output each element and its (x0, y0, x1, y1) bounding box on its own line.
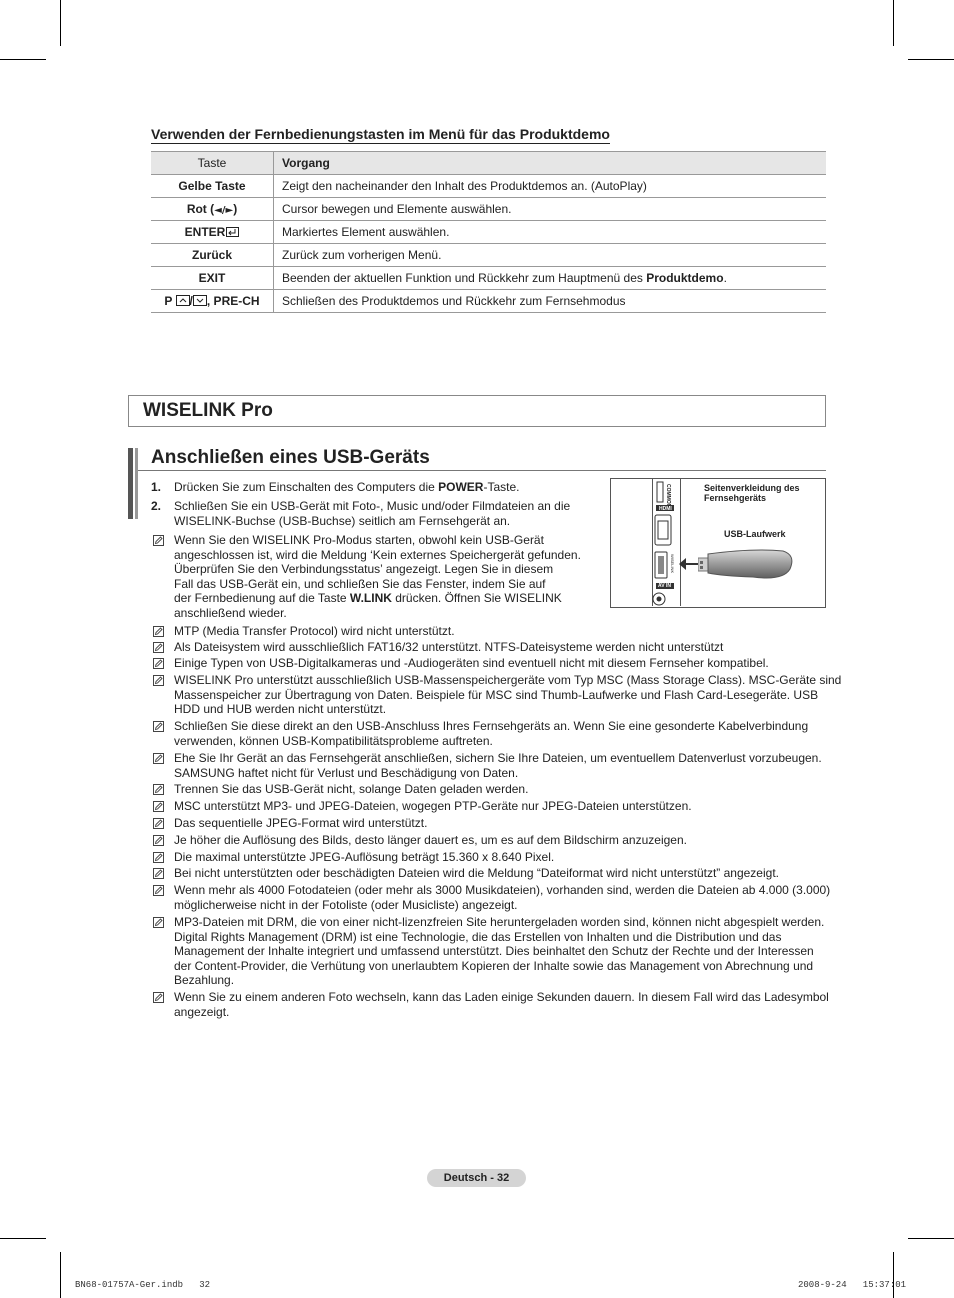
table-cell-action: Schließen des Produktdemos und Rückkehr zum Fernsehmodus (274, 290, 827, 313)
note-line: Digital Rights Management (DRM) ist eine Technologie, die das Erstellen von Inhalten und die Distribution und das (174, 929, 782, 944)
footer-timestamp: 2008-9-24 15:37:01 (798, 1280, 907, 1290)
note-pencil-icon (153, 626, 164, 637)
note-text (174, 850, 554, 865)
note-pencil-icon (153, 535, 164, 546)
note-line: Überprüfen Sie den Verbindungsstatus’ angezeigt. Legen Sie in diesem (174, 562, 554, 576)
table-row (151, 175, 826, 198)
note-line: Je höher die Auflösung des Bilds, desto länger dauert es, um es auf dem Bildschirm anzuzeigen. (174, 833, 687, 847)
table-header-action: Vorgang (274, 152, 827, 175)
note-pencil-icon (153, 658, 164, 669)
note-line: MTP (Media Transfer Protocol) wird nicht unterstützt. (174, 624, 455, 638)
table-cell-action: Markiertes Element auswählen. (274, 221, 827, 244)
note-line: Trennen Sie das USB-Gerät nicht, solange Daten geladen werden. (174, 782, 529, 796)
action-text: Beenden der aktuellen Funktion und Rückkehr zum Hauptmenü des (282, 271, 647, 285)
crop-mark (893, 1252, 894, 1298)
note-line: WISELINK Pro unterstützt ausschließlich USB-Massenspeichergeräte vom Typ MSC (Mass Storage Class). MSC-Geräte sind (174, 673, 842, 687)
step-text-part: Drücken Sie zum Einschalten des Computers die (174, 480, 439, 494)
note-text (174, 883, 830, 912)
note-line: möglicherweise nicht in der Fotoliste (oder Musicliste) angezeigt. (174, 897, 518, 912)
table-row (151, 221, 826, 244)
figure-label-line: Fernsehgeräts (704, 493, 767, 503)
section-bar (135, 448, 138, 519)
port-label-av-in: AV IN (658, 583, 671, 589)
note-pencil-icon (153, 835, 164, 846)
note-pencil-icon (153, 885, 164, 896)
crop-mark (60, 0, 61, 46)
note-text-part: der Fernbedienung auf die Taste (174, 591, 350, 605)
note-line: Fall das USB-Gerät ein, und schließen Sie das Fenster, indem Sie auf (174, 576, 546, 591)
note-text (174, 673, 841, 717)
table-cell-action: Zeigt den nacheinander den Inhalt des Produktdemos an. (AutoPlay) (274, 175, 827, 198)
note-text (174, 656, 769, 671)
note-line: Management der Inhalte integriert und umfassend unterstützt. Dies beinhaltet den Schutz der Rechte und der Interessen (174, 944, 814, 958)
key-label: Rot ( (186, 202, 215, 216)
step-line: Schließen Sie ein USB-Gerät mit Foto-, Music und/oder Filmdateien an die (174, 499, 571, 513)
table-cell-key: Zurück (151, 244, 274, 267)
table-header-key: Taste (151, 152, 274, 175)
note-line: Das sequentielle JPEG-Format wird unterstützt. (174, 816, 428, 830)
note-line: MSC unterstützt MP3- und JPEG-Dateien, wogegen PTP-Geräte nur JPEG-Dateien unterstützen. (174, 799, 692, 813)
table-row (151, 267, 826, 290)
note-pencil-icon (153, 992, 164, 1003)
note-text-part: drücken. Öffnen Sie WISELINK (391, 591, 562, 605)
port-label-wiselink: WISELINK (670, 554, 675, 574)
note-line: Die maximal unterstützte JPEG-Auflösung beträgt 15.360 x 8.640 Pixel. (174, 850, 555, 864)
port-label-common: COMMON (665, 484, 671, 508)
note-line: anschließend wieder. (174, 605, 287, 620)
note-pencil-icon (153, 642, 164, 653)
step-text-bold: POWER (438, 480, 484, 494)
note-line: Als Dateisystem wird ausschließlich FAT16/32 unterstützt. NTFS-Dateisysteme werden nicht unterstützt (174, 640, 724, 654)
crop-mark (908, 1238, 954, 1239)
crop-mark (0, 59, 46, 60)
figure-label-usb: USB-Laufwerk (724, 529, 786, 539)
note-text (174, 816, 427, 831)
wiselink-title: WISELINK Pro (143, 400, 273, 421)
note-text (174, 866, 779, 881)
arrow-left-right-icon: ◄/► (214, 205, 234, 216)
table-row (151, 198, 826, 221)
table-cell-key: EXIT (151, 267, 274, 290)
page-number-badge: Deutsch - 32 (427, 1169, 526, 1187)
note-line: Bei nicht unterstützten oder beschädigten Dateien wird die Meldung “Dateiformat wird nicht unterstützt” angezeigt. (174, 866, 779, 880)
remote-keys-table (151, 151, 826, 313)
enter-icon (226, 227, 239, 237)
table-cell-key: Gelbe Taste (151, 175, 274, 198)
table-header-row (151, 152, 826, 175)
usb-drive-icon (698, 545, 798, 583)
note-line: der Content-Provider, die Verhütung von unerlaubtem Kopieren der Inhalte sowie das Management von Abrechnung und (174, 958, 814, 973)
note-pencil-icon (153, 784, 164, 795)
table-cell-key (151, 290, 274, 313)
crop-mark (60, 1252, 61, 1298)
figure-label-side (704, 483, 800, 503)
note-line: Wenn mehr als 4000 Fotodateien (oder mehr als 3000 Musikdateien), vorhanden sind, werden die Dateien ab 4.000 (3.000) (174, 883, 831, 897)
note-line: Ehe Sie Ihr Gerät an das Fernsehgerät anschließen, sichern Sie Ihre Dateien, um eventuellem Datenverlust vorzubeugen. (174, 751, 822, 765)
step-number: 2. (151, 499, 162, 513)
note-pencil-icon (153, 753, 164, 764)
note-text (174, 624, 455, 639)
section-bar (128, 448, 133, 519)
note-pencil-icon (153, 917, 164, 928)
note-text (174, 751, 822, 780)
key-label: ) (233, 202, 238, 216)
section-underline (138, 470, 826, 471)
step-line: WISELINK-Buchse (USB-Buchse) seitlich am Fernsehgerät an. (174, 513, 511, 528)
action-text-bold: Produktdemo (646, 271, 724, 285)
port-label-hdmi: HDMI (659, 506, 672, 512)
note-line: SAMSUNG haftet nicht für Verlust und Beschädigung von Daten. (174, 765, 519, 780)
step-number: 1. (151, 480, 162, 494)
step-text (174, 499, 570, 528)
note-pencil-icon (153, 818, 164, 829)
crop-mark (908, 59, 954, 60)
channel-down-icon (193, 295, 207, 306)
usb-section-title: Anschließen eines USB-Geräts (151, 447, 430, 468)
note-pencil-icon (153, 721, 164, 732)
note-text-bold: W.LINK (349, 591, 392, 605)
key-label: ENTER (184, 225, 226, 239)
table-row (151, 244, 826, 267)
note-line: Bezahlung. (174, 973, 235, 987)
table-cell-action (274, 267, 827, 290)
note-pencil-icon (153, 675, 164, 686)
note-pencil-icon (153, 801, 164, 812)
note-text (174, 782, 528, 797)
note-line: Einige Typen von USB-Digitalkameras und -Audiogeräten sind eventuell nicht mit diesem Fernseher kompatibel. (174, 656, 769, 670)
note-text (174, 640, 723, 655)
section-title: Verwenden der Fernbedienungstasten im Menü für das Produktdemo (151, 126, 610, 142)
table-row (151, 290, 826, 313)
figure-label-line: Seitenverkleidung des (704, 483, 800, 493)
note-text (174, 719, 808, 748)
table-cell-key (151, 198, 274, 221)
note-line: verwenden, können USB-Kompatibilitätsprobleme auftreten. (174, 733, 493, 748)
key-label: , PRE-CH (206, 294, 260, 308)
footer-file: BN68-01757A-Ger.indb 32 (75, 1280, 211, 1290)
note-line: angezeigt. (174, 1004, 230, 1019)
step-text (174, 480, 519, 495)
note-line: MP3-Dateien mit DRM, die von einer nicht-lizenzfreien Site heruntergeladen worden sind, können nicht abgespielt werden. (174, 915, 825, 929)
note-text (174, 915, 824, 988)
note-line (174, 591, 581, 606)
note-text (174, 990, 829, 1019)
note-line: Wenn Sie den WISELINK Pro-Modus starten, obwohl kein USB-Gerät (174, 533, 544, 547)
table-cell-action: Cursor bewegen und Elemente auswählen. (274, 198, 827, 221)
note-line: angeschlossen ist, wird die Meldung ‘Kein externes Speichergerät gefunden. (174, 547, 581, 562)
note-line: Wenn Sie zu einem anderen Foto wechseln, kann das Laden einige Sekunden dauern. In diesem Fall wird das Ladesymbol (174, 990, 829, 1004)
crop-mark (893, 0, 894, 46)
note-pencil-icon (153, 868, 164, 879)
crop-mark (0, 1238, 46, 1239)
note-text (174, 533, 581, 620)
table-cell-key (151, 221, 274, 244)
step-text-part: -Taste. (483, 480, 520, 494)
key-label: P (164, 294, 176, 308)
channel-up-icon (176, 295, 190, 306)
note-line: Massenspeicher zur Übertragung von Daten. Beispiele für MSC sind Thumb-Laufwerke und Flash Card-Lesegeräte. USB (174, 687, 819, 702)
note-line: Schließen Sie diese direkt an den USB-Anschluss Ihres Fernsehgeräts an. Wenn Sie eine gesonderte Kabelverbindung (174, 719, 809, 733)
note-text (174, 799, 692, 814)
note-pencil-icon (153, 852, 164, 863)
table-cell-action: Zurück zum vorherigen Menü. (274, 244, 827, 267)
note-text (174, 833, 687, 848)
note-line: HDD und HUB werden nicht unterstützt. (174, 702, 387, 716)
separator: / (189, 294, 193, 308)
action-text: . (723, 271, 727, 285)
